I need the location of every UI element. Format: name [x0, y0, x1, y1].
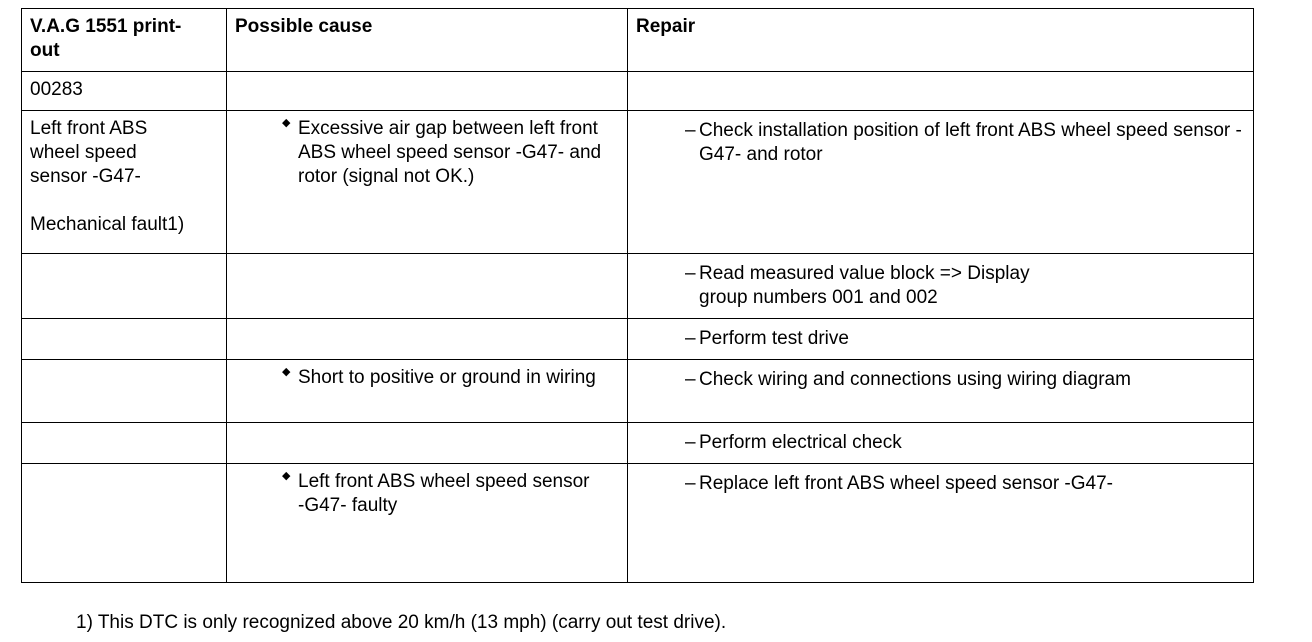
- cause-item: [282, 464, 627, 518]
- diagnostic-table: [21, 8, 1254, 583]
- cause-cell: [227, 423, 628, 464]
- dash-icon: –: [685, 369, 696, 390]
- dash-icon: –: [685, 432, 696, 453]
- repair-cell: [628, 464, 1254, 583]
- repair-text: Perform electrical check: [699, 432, 902, 453]
- bullet-icon: ◆: [282, 366, 291, 378]
- cause-cell: [227, 360, 628, 423]
- cause-item: [282, 360, 627, 390]
- cause-cell: [227, 254, 628, 319]
- dash-icon: –: [685, 120, 696, 141]
- table-row: [22, 72, 1254, 111]
- repair-cell: [628, 423, 1254, 464]
- repair-item: [685, 111, 1253, 167]
- dash-icon: –: [685, 473, 696, 494]
- repair-cell: [628, 319, 1254, 360]
- repair-item: [685, 319, 1253, 351]
- fault-type: Mechanical fault1): [30, 214, 185, 235]
- printout-cell: [22, 254, 227, 319]
- printout-cell: [22, 319, 227, 360]
- cause-text: Short to positive or ground in wiring: [298, 367, 596, 388]
- repair-text: Perform test drive: [699, 328, 849, 349]
- repair-cell: [628, 72, 1254, 111]
- header-printout: V.A.G 1551 print-out: [22, 9, 227, 72]
- header-possible-cause: Possible cause: [227, 9, 628, 72]
- table-row: [22, 360, 1254, 423]
- repair-cell: [628, 360, 1254, 423]
- header-repair: Repair: [628, 9, 1254, 72]
- dash-icon: –: [685, 328, 696, 349]
- dash-icon: –: [685, 263, 696, 284]
- repair-item: [685, 423, 1253, 455]
- repair-text: Read measured value block => Display group numbers 001 and 002: [699, 263, 1030, 308]
- table-header-row: [22, 9, 1254, 72]
- table-row: [22, 254, 1254, 319]
- repair-text: Replace left front ABS wheel speed sensor -G47-: [699, 473, 1114, 494]
- cause-text: Left front ABS wheel speed sensor -G47- faulty: [298, 471, 590, 516]
- repair-item: [685, 360, 1253, 392]
- repair-cell: [628, 254, 1254, 319]
- printout-cell: [22, 464, 227, 583]
- repair-item: [685, 254, 1253, 310]
- printout-cell: [22, 72, 227, 111]
- repair-cell: [628, 111, 1254, 254]
- footnote: 1) This DTC is only recognized above 20 km/h (13 mph) (carry out test drive).: [76, 612, 727, 633]
- cause-cell: [227, 72, 628, 111]
- table-row: [22, 464, 1254, 583]
- cause-text: Excessive air gap between left front ABS wheel speed sensor -G47- and rotor (signal not OK.): [298, 118, 602, 187]
- printout-cell: [22, 111, 227, 254]
- cause-cell: [227, 464, 628, 583]
- table-row: [22, 111, 1254, 254]
- cause-item: [282, 111, 627, 189]
- repair-item: [685, 464, 1253, 496]
- bullet-icon: ◆: [282, 470, 291, 482]
- fault-description: Left front ABS wheel speed sensor -G47-: [30, 118, 148, 187]
- cause-cell: [227, 319, 628, 360]
- repair-text: Check wiring and connections using wiring diagram: [699, 369, 1131, 390]
- repair-text: Check installation position of left front ABS wheel speed sensor -G47- and rotor: [699, 120, 1242, 165]
- table-row: [22, 319, 1254, 360]
- printout-cell: [22, 360, 227, 423]
- printout-cell: [22, 423, 227, 464]
- bullet-icon: ◆: [282, 117, 291, 129]
- dtc-code: 00283: [30, 79, 83, 100]
- cause-cell: [227, 111, 628, 254]
- table-row: [22, 423, 1254, 464]
